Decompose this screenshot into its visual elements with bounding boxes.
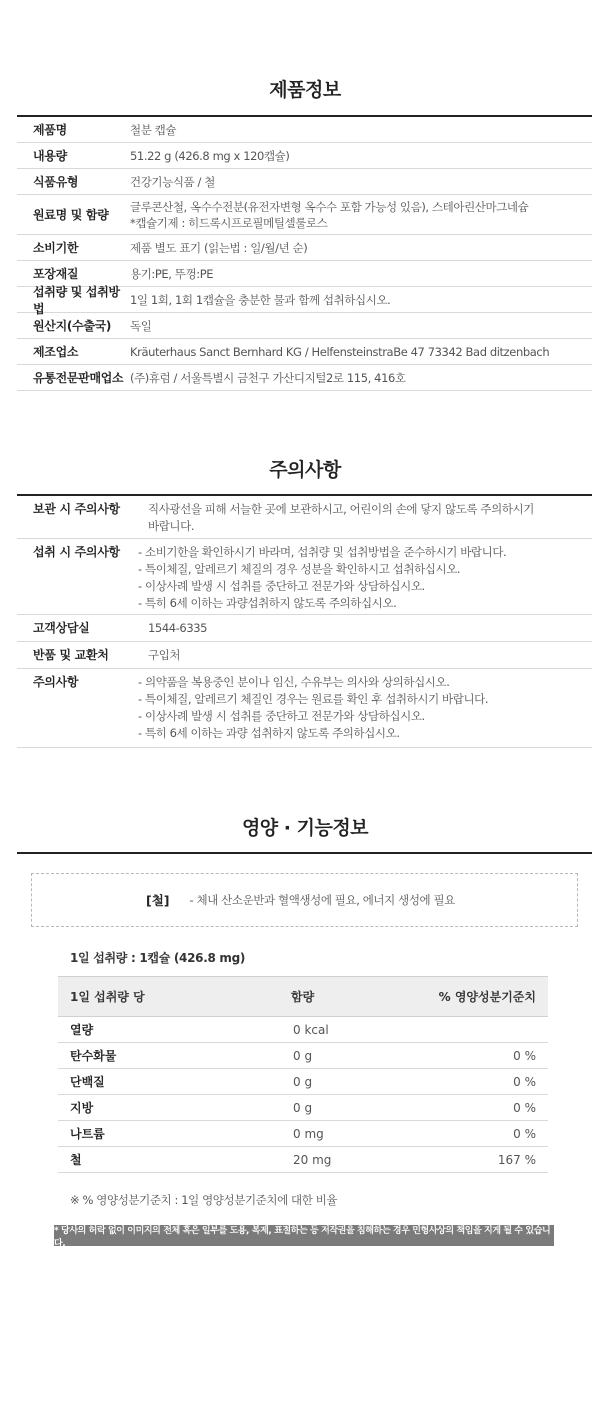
info-value: Kräuterhaus Sanct Bernhard KG / HelfensteinstraBe 47 73342 Bad ditzenbach — [130, 344, 550, 359]
caution-value — [138, 501, 592, 535]
caution-value: 구입처 — [148, 648, 181, 662]
caution-label: 섭취 시 주의사항 — [33, 545, 120, 559]
info-value: 용기:PE, 뚜껑:PE — [130, 266, 214, 281]
info-label: 섭취량 및 섭취방법 — [33, 284, 120, 316]
intake-item: - 특히 6세 이하는 과량섭취하지 않도록 주의하십시오. — [138, 596, 397, 610]
capsule-base-line: *캡슐기제 : 히드록시프로필메틸셀룰로스 — [130, 215, 328, 230]
info-row-ingredients — [17, 195, 592, 235]
notice-item: - 특히 6세 이하는 과량 섭취하지 않도록 주의하십시오. — [138, 726, 400, 740]
info-label: 내용량 — [33, 149, 67, 163]
info-value: 철분 캡슐 — [130, 122, 177, 137]
caution-row-customer-service — [17, 615, 592, 642]
info-label: 소비기한 — [33, 241, 79, 255]
table-row — [58, 1017, 548, 1043]
nutrient-amount: 20 mg — [293, 1152, 332, 1167]
caution-value: 1544-6335 — [148, 621, 208, 635]
function-desc: - 체내 산소운반과 혈액생성에 필요, 에너지 생성에 필요 — [189, 893, 455, 907]
nutrient-amount: 0 kcal — [293, 1022, 329, 1037]
info-label: 포장재질 — [33, 267, 79, 281]
caution-value — [138, 544, 592, 612]
caution-row-storage — [17, 496, 592, 539]
info-label: 원산지(수출국) — [33, 319, 112, 333]
info-label: 제품명 — [33, 123, 67, 137]
ingredients-line: 글루콘산철, 옥수수전분(유전자변형 옥수수 포함 가능성 있음), 스테아린산마그네슘 — [130, 199, 529, 214]
notice-item: - 의약품을 복용중인 분이나 임신, 수유부는 의사와 상의하십시오. — [138, 675, 450, 689]
info-row-origin — [17, 313, 592, 339]
intake-item: - 이상사례 발생 시 섭취를 중단하고 전문가와 상담하십시오. — [138, 579, 425, 593]
info-row-food-type — [17, 169, 592, 195]
nutrient-amount: 0 g — [293, 1074, 313, 1089]
caution-row-intake — [17, 539, 592, 615]
info-value: 제품 별도 표기 (읽는법 : 일/월/년 순) — [130, 240, 308, 255]
function-tag: [철] — [146, 893, 170, 908]
copyright-disclaimer: * 당사의 허락 없이 이미지의 전체 혹은 일부를 도용, 복제, 표절하는 등 저작권을 침해하는 경우 민형사상의 책임을 지게 될 수 있습니다. — [54, 1225, 554, 1246]
info-label: 원료명 및 함량 — [33, 208, 109, 222]
header-amount: 함량 — [291, 990, 315, 1004]
nutrition-table-header — [58, 976, 548, 1017]
info-label: 유통전문판매업소 — [33, 371, 124, 385]
product-info-title: 제품정보 — [269, 79, 341, 101]
serving-size: 1일 섭취량 : 1캡슐 (426.8 mg) — [70, 951, 246, 965]
daily-value-footnote: ※ % 영양성분기준치 : 1일 영양성분기준치에 대한 비율 — [70, 1193, 338, 1207]
info-label: 식품유형 — [33, 175, 79, 189]
caution-value — [138, 674, 592, 742]
nutrition-top-rule — [17, 852, 592, 854]
info-row-distributor — [17, 365, 592, 391]
info-row-manufacturer — [17, 339, 592, 365]
function-info-box — [31, 873, 578, 927]
nutrient-percent: 0 % — [513, 1074, 536, 1089]
info-value: 1일 1회, 1회 1캡슐을 충분한 물과 함께 섭취하십시오. — [130, 292, 391, 307]
info-row-product-name — [17, 117, 592, 143]
nutrient-name: 열량 — [70, 1023, 94, 1037]
nutrient-percent: 0 % — [513, 1126, 536, 1141]
caution-row-notice — [17, 669, 592, 748]
caution-label: 보관 시 주의사항 — [33, 502, 120, 516]
caution-label: 반품 및 교환처 — [33, 648, 109, 662]
nutrition-table — [58, 976, 548, 1173]
caution-label: 고객상담실 — [33, 621, 90, 635]
table-row — [58, 1043, 548, 1069]
table-row — [58, 1069, 548, 1095]
info-row-expiry — [17, 235, 592, 261]
info-label: 제조업소 — [33, 345, 79, 359]
info-value: (주)휴럼 / 서울특별시 금천구 가산디지털2로 115, 416호 — [130, 370, 406, 385]
nutrient-amount: 0 mg — [293, 1126, 324, 1141]
intake-item: - 특이체질, 알레르기 체질의 경우 성분을 확인하시고 섭취하십시오. — [138, 562, 461, 576]
nutrient-name: 철 — [70, 1153, 82, 1167]
info-row-intake-method — [17, 284, 592, 316]
nutrient-percent: 0 % — [513, 1100, 536, 1115]
nutrient-name: 지방 — [70, 1101, 94, 1115]
info-row-content-volume — [17, 143, 592, 169]
info-value-multiline — [130, 199, 592, 231]
nutrient-amount: 0 g — [293, 1048, 313, 1063]
header-per-serving: 1일 섭취량 당 — [70, 990, 145, 1004]
notice-item: - 이상사례 발생 시 섭취를 중단하고 전문가와 상담하십시오. — [138, 709, 425, 723]
nutrient-percent: 167 % — [497, 1152, 536, 1167]
table-row — [58, 1095, 548, 1121]
info-value: 건강기능식품 / 철 — [130, 174, 215, 189]
info-value: 독일 — [130, 318, 152, 333]
table-row — [58, 1147, 548, 1173]
storage-line: 직사광선을 피해 서늘한 곳에 보관하시고, 어린이의 손에 닿지 않도록 주의하시기 — [148, 502, 534, 516]
caution-table — [17, 496, 592, 748]
info-value: 51.22 g (426.8 mg x 120캡슐) — [130, 148, 290, 163]
table-row — [58, 1121, 548, 1147]
product-info-table — [17, 117, 592, 391]
storage-line: 바랍니다. — [148, 519, 195, 533]
nutrient-name: 단백질 — [70, 1075, 105, 1089]
nutrient-percent: 0 % — [513, 1048, 536, 1063]
notice-item: - 특이체질, 알레르기 체질인 경우는 원료를 확인 후 섭취하시기 바랍니다. — [138, 692, 489, 706]
nutrient-name: 탄수화물 — [70, 1049, 117, 1063]
nutrition-title: 영양 · 기능정보 — [241, 817, 369, 839]
nutrient-amount: 0 g — [293, 1100, 313, 1115]
caution-title: 주의사항 — [269, 459, 341, 481]
nutrient-name: 나트륨 — [70, 1127, 105, 1141]
intake-item: - 소비기한을 확인하시기 바라며, 섭취량 및 섭취방법을 준수하시기 바랍니다. — [138, 545, 507, 559]
caution-label: 주의사항 — [33, 675, 79, 689]
caution-row-return — [17, 642, 592, 669]
header-daily-value: % 영양성분기준치 — [438, 990, 536, 1004]
